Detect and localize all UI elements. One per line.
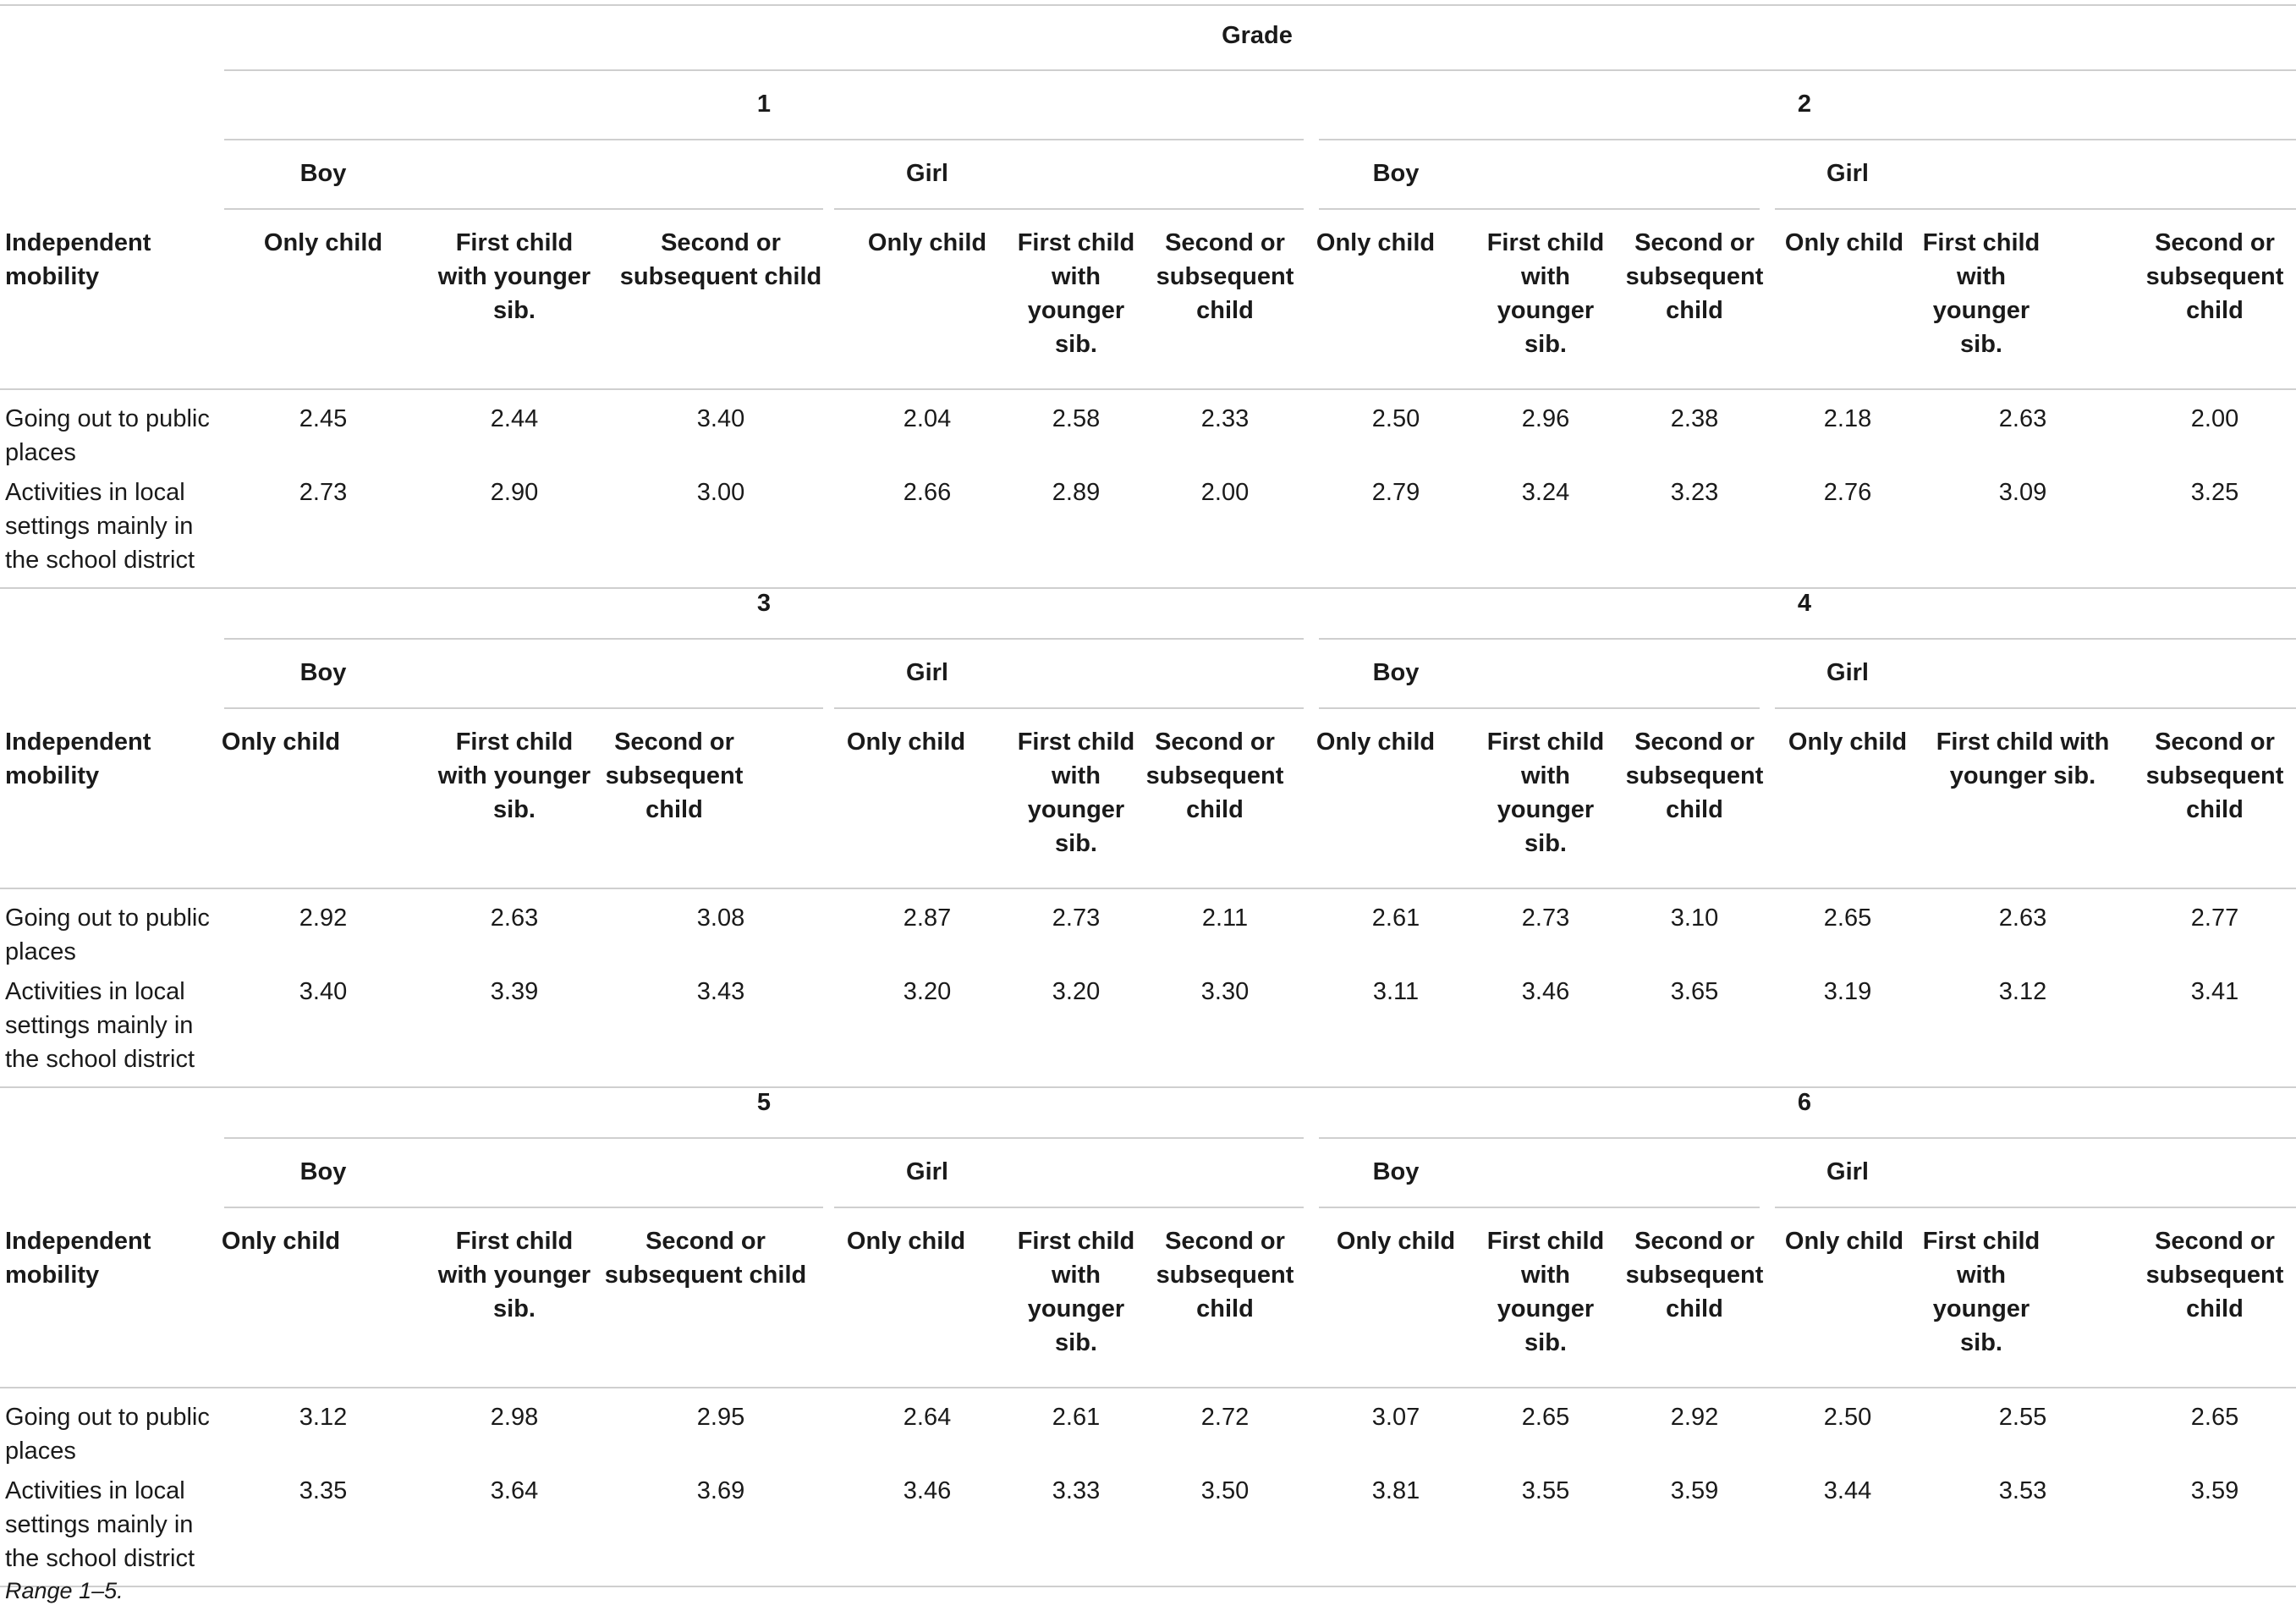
cell-value: 2.18 — [1823, 405, 1872, 432]
cell-value: 3.30 — [1200, 978, 1250, 1005]
row-label: Going out to public places — [5, 904, 210, 965]
cell-value: 2.11 — [1201, 904, 1249, 932]
sex-label: Boy — [1372, 160, 1420, 187]
header-rule — [0, 388, 2296, 390]
column-header: First child with younger sib. — [1486, 729, 1605, 857]
cell-value: 2.38 — [1670, 405, 1719, 432]
column-header: First child with younger sib. — [437, 229, 591, 324]
sex-label: Boy — [299, 160, 347, 187]
column-header: Second or subsequent child — [2145, 1228, 2284, 1322]
cell-value: 2.55 — [1998, 1404, 2047, 1431]
cell-value: 3.55 — [1521, 1477, 1570, 1504]
column-header: Only child — [221, 729, 341, 756]
row-label: Going out to public places — [5, 405, 210, 466]
grade-header: Grade — [1222, 22, 1293, 49]
cell-value: 3.07 — [1371, 1404, 1420, 1431]
grade-number: 4 — [1797, 590, 1812, 617]
cell-value: 2.50 — [1823, 1404, 1872, 1431]
sex-label: Girl — [1826, 160, 1869, 187]
sex-label: Girl — [906, 1158, 948, 1185]
panel-rule — [0, 587, 2296, 589]
grade-group-rule — [1319, 638, 2296, 640]
column-header: Second or subsequent child — [619, 229, 822, 290]
cell-value: 2.73 — [1052, 904, 1101, 932]
column-header: Only child — [1784, 1228, 1904, 1255]
column-header: Only child — [1316, 229, 1436, 256]
table-top-rule — [0, 4, 2296, 6]
cell-value: 2.87 — [903, 904, 952, 932]
column-header: Second or subsequent child — [605, 729, 744, 823]
cell-value: 2.92 — [299, 904, 348, 932]
grade-rule — [224, 69, 2296, 71]
cell-value: 3.43 — [696, 978, 745, 1005]
cell-value: 2.50 — [1371, 405, 1420, 432]
cell-value: 3.64 — [490, 1477, 539, 1504]
column-header: First child with younger sib. — [1017, 229, 1135, 358]
column-header: Only child — [1788, 729, 1908, 756]
header-rule — [0, 1387, 2296, 1388]
cell-value: 2.65 — [1823, 904, 1872, 932]
cell-value: 2.95 — [696, 1404, 745, 1431]
column-header: Second or subsequent child — [604, 1228, 807, 1289]
sex-label: Girl — [906, 659, 948, 686]
cell-value: 2.96 — [1521, 405, 1570, 432]
cell-value: 2.63 — [1998, 904, 2047, 932]
cell-value: 3.11 — [1372, 978, 1420, 1005]
column-header: First child with younger sib. — [1486, 229, 1605, 358]
cell-value: 3.23 — [1670, 479, 1719, 506]
grade-number: 5 — [756, 1089, 772, 1116]
cell-value: 2.90 — [490, 479, 539, 506]
grade-number: 3 — [756, 590, 772, 617]
grade-group-rule — [224, 139, 1304, 140]
sex-group-rule — [834, 707, 1304, 709]
column-header: Second or subsequent child — [1625, 729, 1764, 823]
cell-value: 2.58 — [1052, 405, 1101, 432]
sex-label: Boy — [299, 1158, 347, 1185]
cell-value: 3.40 — [696, 405, 745, 432]
column-header: Second or subsequent child — [2145, 729, 2284, 823]
sex-group-rule — [1319, 1207, 1760, 1208]
cell-value: 3.10 — [1670, 904, 1719, 932]
cell-value: 2.00 — [2190, 405, 2239, 432]
cell-value: 3.09 — [1998, 479, 2047, 506]
cell-value: 3.59 — [1670, 1477, 1719, 1504]
cell-value: 3.12 — [299, 1404, 348, 1431]
cell-value: 2.72 — [1200, 1404, 1250, 1431]
cell-value: 3.44 — [1823, 1477, 1872, 1504]
column-header: Only child — [1316, 729, 1436, 756]
sex-label: Boy — [299, 659, 347, 686]
cell-value: 2.65 — [1521, 1404, 1570, 1431]
cell-value: 3.53 — [1998, 1477, 2047, 1504]
grade-number: 2 — [1797, 91, 1812, 118]
cell-value: 3.19 — [1823, 978, 1872, 1005]
cell-value: 2.64 — [903, 1404, 952, 1431]
cell-value: 3.41 — [2190, 978, 2239, 1005]
column-header: Second or subsequent child — [1156, 1228, 1294, 1322]
column-header: Second or subsequent child — [1156, 229, 1294, 324]
column-header: Only child — [1784, 229, 1904, 256]
grade-group-rule — [224, 1137, 1304, 1139]
cell-value: 3.12 — [1998, 978, 2047, 1005]
cell-value: 3.33 — [1052, 1477, 1101, 1504]
cell-value: 3.24 — [1521, 479, 1570, 506]
sex-group-rule — [224, 208, 823, 210]
cell-value: 2.73 — [1521, 904, 1570, 932]
sex-label: Girl — [1826, 659, 1869, 686]
cell-value: 2.77 — [2190, 904, 2239, 932]
cell-value: 2.98 — [490, 1404, 539, 1431]
column-header: Only child — [221, 1228, 341, 1255]
column-header: First child with younger sib. — [1922, 1228, 2041, 1356]
cell-value: 3.20 — [903, 978, 952, 1005]
row-header: Independent mobility — [5, 729, 151, 789]
cell-value: 2.45 — [299, 405, 348, 432]
column-header: First child with younger sib. — [1922, 229, 2041, 358]
header-rule — [0, 888, 2296, 889]
sex-label: Boy — [1372, 659, 1420, 686]
cell-value: 2.33 — [1200, 405, 1250, 432]
sex-group-rule — [1775, 1207, 2296, 1208]
row-label: Activities in local settings mainly in the school district — [5, 1477, 195, 1572]
cell-value: 2.92 — [1670, 1404, 1719, 1431]
cell-value: 3.35 — [299, 1477, 348, 1504]
cell-value: 3.69 — [696, 1477, 745, 1504]
row-header: Independent mobility — [5, 229, 151, 290]
row-label: Going out to public places — [5, 1404, 210, 1465]
panel-rule — [0, 1086, 2296, 1088]
column-header: First child with younger sib. — [437, 729, 591, 823]
sex-label: Girl — [906, 160, 948, 187]
row-label: Activities in local settings mainly in the school district — [5, 978, 195, 1073]
column-header: First child with younger sib. — [1936, 729, 2110, 789]
sex-label: Boy — [1372, 1158, 1420, 1185]
table-footnote: Range 1–5. — [5, 1578, 124, 1603]
column-header: First child with younger sib. — [1486, 1228, 1605, 1356]
sex-label: Girl — [1826, 1158, 1869, 1185]
cell-value: 3.00 — [696, 479, 745, 506]
column-header: Second or subsequent child — [1625, 229, 1764, 324]
sex-group-rule — [834, 208, 1304, 210]
cell-value: 2.00 — [1200, 479, 1250, 506]
column-header: Second or subsequent child — [1145, 729, 1284, 823]
column-header: First child with younger sib. — [437, 1228, 591, 1322]
column-header: Only child — [846, 729, 966, 756]
column-header: Only child — [867, 229, 987, 256]
cell-value: 3.39 — [490, 978, 539, 1005]
cell-value: 2.79 — [1371, 479, 1420, 506]
column-header: Only child — [263, 229, 383, 256]
cell-value: 2.63 — [490, 904, 539, 932]
cell-value: 2.76 — [1823, 479, 1872, 506]
row-label: Activities in local settings mainly in the school district — [5, 479, 195, 574]
sex-group-rule — [224, 1207, 823, 1208]
grade-group-rule — [1319, 139, 2296, 140]
cell-value: 3.46 — [1521, 978, 1570, 1005]
column-header: First child with younger sib. — [1017, 729, 1135, 857]
cell-value: 3.46 — [903, 1477, 952, 1504]
cell-value: 3.40 — [299, 978, 348, 1005]
grade-number: 1 — [756, 91, 772, 118]
sex-group-rule — [1775, 208, 2296, 210]
cell-value: 2.61 — [1052, 1404, 1101, 1431]
cell-value: 3.81 — [1371, 1477, 1420, 1504]
panel-rule — [0, 1586, 2296, 1587]
sex-group-rule — [1319, 707, 1760, 709]
sex-group-rule — [1775, 707, 2296, 709]
cell-value: 2.63 — [1998, 405, 2047, 432]
cell-value: 3.50 — [1200, 1477, 1250, 1504]
row-header: Independent mobility — [5, 1228, 151, 1289]
cell-value: 3.08 — [696, 904, 745, 932]
cell-value: 3.59 — [2190, 1477, 2239, 1504]
grade-group-rule — [1319, 1137, 2296, 1139]
cell-value: 2.04 — [903, 405, 952, 432]
cell-value: 2.89 — [1052, 479, 1101, 506]
grade-group-rule — [224, 638, 1304, 640]
grade-number: 6 — [1797, 1089, 1812, 1116]
cell-value: 2.65 — [2190, 1404, 2239, 1431]
cell-value: 3.20 — [1052, 978, 1101, 1005]
column-header: Only child — [1336, 1228, 1456, 1255]
sex-group-rule — [1319, 208, 1760, 210]
cell-value: 2.66 — [903, 479, 952, 506]
cell-value: 3.65 — [1670, 978, 1719, 1005]
column-header: Second or subsequent child — [1625, 1228, 1764, 1322]
column-header: Second or subsequent child — [2145, 229, 2284, 324]
cell-value: 2.73 — [299, 479, 348, 506]
column-header: Only child — [846, 1228, 966, 1255]
cell-value: 2.61 — [1371, 904, 1420, 932]
cell-value: 2.44 — [490, 405, 539, 432]
column-header: First child with younger sib. — [1017, 1228, 1135, 1356]
cell-value: 3.25 — [2190, 479, 2239, 506]
sex-group-rule — [224, 707, 823, 709]
sex-group-rule — [834, 1207, 1304, 1208]
